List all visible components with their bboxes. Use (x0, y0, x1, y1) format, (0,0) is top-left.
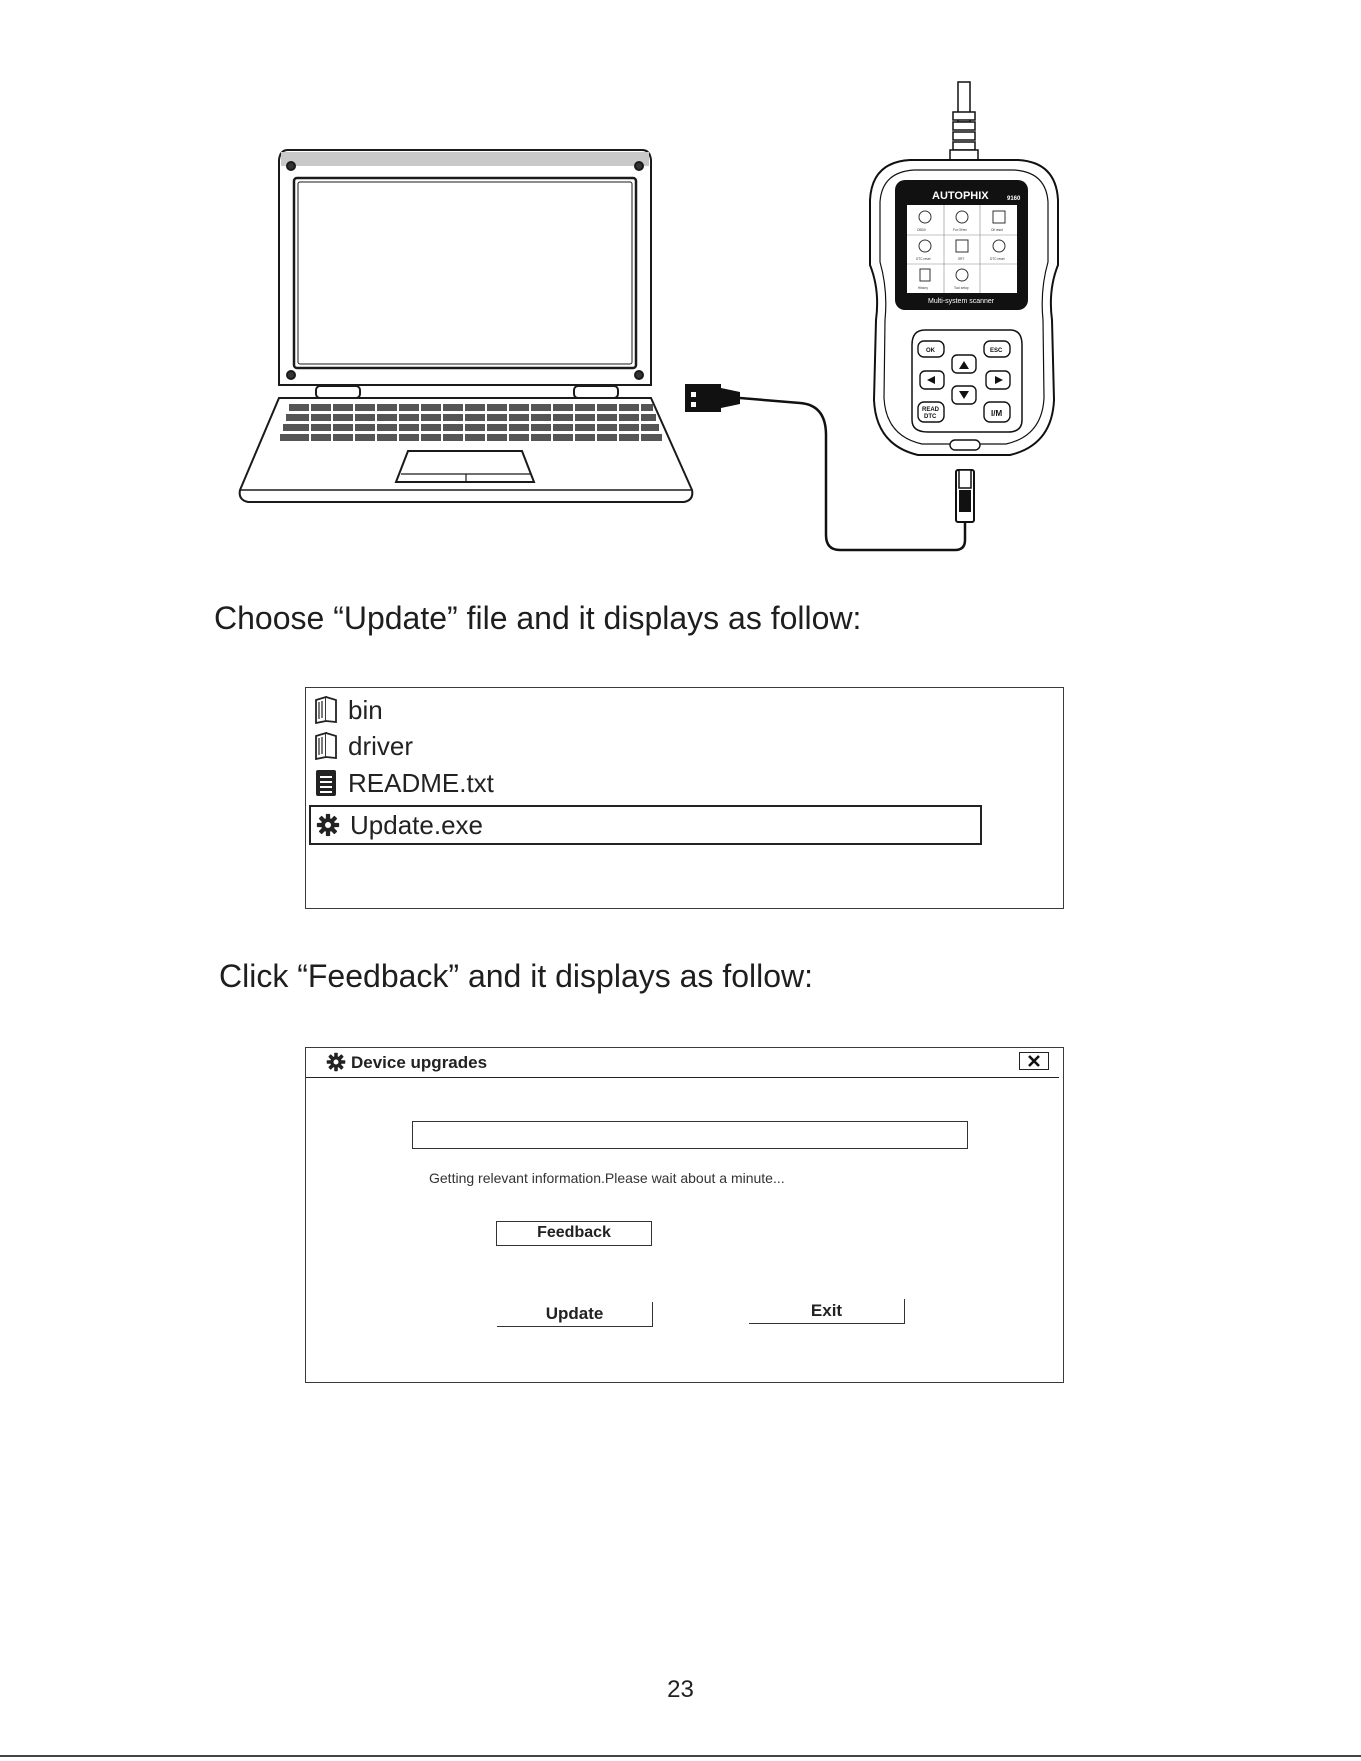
scanner-esc-key: ESC (990, 348, 1003, 354)
progress-bar (412, 1121, 968, 1149)
scanner-brand-text: AUTOPHIX (932, 190, 989, 202)
scanner-menu-label: Tool setup (954, 286, 969, 290)
scanner-menu-label: Oil reset (991, 228, 1003, 232)
scanner-menu-label: For OHex (953, 228, 967, 232)
file-item-label: bin (348, 694, 383, 725)
scanner-ok-key: OK (926, 348, 935, 354)
file-item-update-exe[interactable] (309, 805, 982, 845)
file-item-driver[interactable] (314, 728, 413, 764)
document-icon (314, 769, 338, 797)
device-upgrades-dialog (305, 1047, 1064, 1383)
file-item-label: driver (348, 730, 414, 761)
file-item-label: Update.exe (350, 809, 483, 840)
file-item-readme[interactable] (314, 765, 494, 801)
laptop-illustration (240, 150, 693, 502)
instruction-step2: Click “Feedback” and it displays as follow: (219, 958, 814, 994)
file-item-label: README.txt (348, 767, 494, 798)
scanner-menu-label: DTC reset (916, 257, 931, 261)
feedback-button[interactable]: Feedback (496, 1221, 652, 1246)
scanner-screen-caption: Multi-system scanner (928, 298, 995, 305)
scanner-model-text: 9160 (1007, 196, 1021, 202)
gear-icon (316, 811, 340, 839)
status-message: Getting relevant information.Please wait about a minute... (429, 1170, 785, 1186)
scanner-menu-label: SRT (958, 257, 965, 261)
scanner-im-key: I/M (991, 409, 1003, 418)
scanner-menu-label: History (918, 286, 928, 290)
laptop-scanner-connection-illustration (0, 0, 1361, 580)
close-button[interactable] (1019, 1052, 1049, 1070)
page-number: 23 (667, 1676, 694, 1703)
scanner-menu-label: OBDII (917, 228, 926, 232)
instruction-step1: Choose “Update” file and it displays as follow: (214, 600, 862, 636)
gear-icon (326, 1052, 346, 1072)
scanner-read-key: READ (922, 407, 940, 413)
close-icon (1027, 1055, 1041, 1067)
scanner-menu-label: DTC reset (990, 257, 1005, 261)
folder-icon (314, 696, 338, 724)
dialog-title: Device upgrades (351, 1053, 488, 1072)
dialog-titlebar (306, 1048, 1059, 1078)
page-bottom-rule (0, 1755, 1361, 1757)
file-list-panel (305, 687, 1064, 909)
file-item-bin[interactable] (314, 692, 383, 728)
update-button[interactable]: Update (497, 1302, 653, 1327)
exit-button[interactable]: Exit (749, 1299, 905, 1324)
folder-icon (314, 732, 338, 760)
scanner-illustration (870, 82, 1058, 455)
scanner-dtc-key: DTC (924, 414, 937, 420)
